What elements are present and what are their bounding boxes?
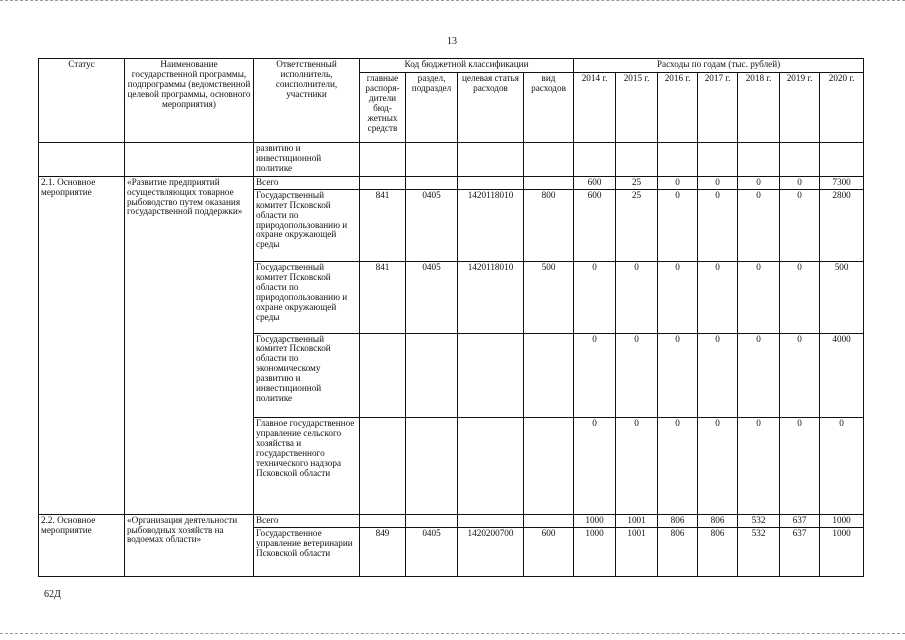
cell-value: 806 — [698, 514, 738, 527]
cell-name: «Развитие предприятий осуществляющих товарное рыбоводство путем оказания государственной поддержки» — [125, 176, 254, 514]
cell-value: 806 — [658, 514, 698, 527]
cell-grbs: 849 — [360, 527, 406, 576]
header-razdel: раздел, подраздел — [406, 73, 458, 143]
cell-value: 0 — [820, 418, 864, 515]
header-year: 2018 г. — [738, 73, 780, 143]
page-number: 13 — [447, 36, 457, 47]
cell-status: 2.2. Основное мероприятие — [39, 514, 125, 576]
header-vid: вид расходов — [524, 73, 574, 143]
cell-value — [780, 143, 820, 176]
header-status: Статус — [39, 59, 125, 143]
header-code-group: Код бюджетной классификации — [360, 59, 574, 73]
cell-razdel — [406, 418, 458, 515]
cell-value: 0 — [616, 418, 658, 515]
cell-value: 0 — [738, 262, 780, 333]
cell-value: 1000 — [574, 514, 616, 527]
cell-celevaya: 1420118010 — [458, 262, 524, 333]
cell-value: 0 — [658, 189, 698, 261]
budget-table — [38, 58, 864, 577]
cell-value: 600 — [574, 176, 616, 189]
scan-edge-bottom — [0, 633, 905, 637]
cell-responsible: Государственное управление ветеринарии Псковской области — [254, 527, 360, 576]
table-row — [39, 176, 864, 189]
cell-vid: 800 — [524, 189, 574, 261]
cell-value: 0 — [658, 333, 698, 417]
cell-value: 0 — [698, 176, 738, 189]
cell-vid — [524, 333, 574, 417]
table-row — [39, 143, 864, 176]
cell-value: 532 — [738, 527, 780, 576]
cell-value: 0 — [658, 262, 698, 333]
cell-vid — [524, 176, 574, 189]
cell-razdel — [406, 143, 458, 176]
cell-responsible: Государственный комитет Псковской области по экономическому развитию и инвестиционной политике — [254, 333, 360, 417]
cell-value: 1000 — [820, 527, 864, 576]
cell-value — [698, 143, 738, 176]
header-year: 2015 г. — [616, 73, 658, 143]
cell-celevaya — [458, 176, 524, 189]
cell-grbs — [360, 143, 406, 176]
cell-value: 806 — [658, 527, 698, 576]
cell-razdel: 0405 — [406, 527, 458, 576]
cell-value: 0 — [698, 262, 738, 333]
cell-celevaya — [458, 514, 524, 527]
cell-value: 0 — [616, 333, 658, 417]
cell-value: 0 — [738, 333, 780, 417]
cell-celevaya: 1420200700 — [458, 527, 524, 576]
cell-celevaya — [458, 143, 524, 176]
cell-value: 0 — [738, 418, 780, 515]
cell-value: 0 — [698, 333, 738, 417]
cell-value: 25 — [616, 189, 658, 261]
cell-value: 0 — [574, 333, 616, 417]
cell-value: 0 — [698, 418, 738, 515]
cell-grbs — [360, 333, 406, 417]
cell-value: 1000 — [820, 514, 864, 527]
cell-responsible: Государственный комитет Псковской области по природопользованию и охране окружающей среды — [254, 189, 360, 261]
table-row — [39, 514, 864, 527]
cell-grbs: 841 — [360, 189, 406, 261]
header-name: Наименование государственной программы, подпрограммы (ведомственной целевой программы, основного мероприятия) — [125, 59, 254, 143]
cell-name: «Организация деятельности рыбоводных хозяйств на водоемах области» — [125, 514, 254, 576]
cell-responsible: Всего — [254, 176, 360, 189]
cell-value — [658, 143, 698, 176]
cell-value: 0 — [780, 189, 820, 261]
cell-celevaya: 1420118010 — [458, 189, 524, 261]
cell-celevaya — [458, 418, 524, 515]
cell-responsible: Государственный комитет Псковской области по природопользованию и охране окружающей среды — [254, 262, 360, 333]
cell-value: 0 — [658, 176, 698, 189]
header-year: 2019 г. — [780, 73, 820, 143]
cell-value: 0 — [574, 418, 616, 515]
cell-name — [125, 143, 254, 176]
cell-vid — [524, 143, 574, 176]
cell-responsible: развитию и инвестиционной политике — [254, 143, 360, 176]
cell-value: 1001 — [616, 514, 658, 527]
cell-value: 0 — [780, 333, 820, 417]
cell-value: 0 — [780, 176, 820, 189]
cell-value: 806 — [698, 527, 738, 576]
cell-responsible: Всего — [254, 514, 360, 527]
cell-value — [820, 143, 864, 176]
cell-razdel — [406, 176, 458, 189]
cell-grbs — [360, 514, 406, 527]
cell-value: 2800 — [820, 189, 864, 261]
cell-value: 25 — [616, 176, 658, 189]
cell-razdel: 0405 — [406, 189, 458, 261]
cell-value: 4000 — [820, 333, 864, 417]
footer-code: 62Д — [44, 589, 61, 600]
cell-value — [616, 143, 658, 176]
cell-celevaya — [458, 333, 524, 417]
cell-value: 0 — [780, 418, 820, 515]
cell-value: 1001 — [616, 527, 658, 576]
header-celevaya: целевая статья расходов — [458, 73, 524, 143]
cell-vid: 600 — [524, 527, 574, 576]
cell-grbs — [360, 176, 406, 189]
scan-edge-top — [0, 0, 905, 4]
cell-value: 1000 — [574, 527, 616, 576]
cell-razdel: 0405 — [406, 262, 458, 333]
cell-value: 0 — [616, 262, 658, 333]
cell-value: 0 — [574, 262, 616, 333]
cell-grbs: 841 — [360, 262, 406, 333]
header-grbs: главные распоря-дители бюд-жетных средств — [360, 73, 406, 143]
cell-value — [738, 143, 780, 176]
cell-value: 500 — [820, 262, 864, 333]
cell-grbs — [360, 418, 406, 515]
cell-value: 600 — [574, 189, 616, 261]
header-year: 2017 г. — [698, 73, 738, 143]
cell-value: 637 — [780, 514, 820, 527]
cell-value: 0 — [780, 262, 820, 333]
cell-value — [574, 143, 616, 176]
cell-value: 0 — [738, 189, 780, 261]
cell-value: 532 — [738, 514, 780, 527]
cell-value: 637 — [780, 527, 820, 576]
header-responsible: Ответственный исполнитель, соисполнители, участники — [254, 59, 360, 143]
cell-vid — [524, 418, 574, 515]
cell-vid — [524, 514, 574, 527]
cell-razdel — [406, 333, 458, 417]
cell-status — [39, 143, 125, 176]
header-year: 2014 г. — [574, 73, 616, 143]
cell-value: 0 — [658, 418, 698, 515]
header-expenses-group: Расходы по годам (тыс. рублей) — [574, 59, 864, 73]
cell-status: 2.1. Основное мероприятие — [39, 176, 125, 514]
cell-value: 7300 — [820, 176, 864, 189]
cell-value: 0 — [738, 176, 780, 189]
cell-responsible: Главное государственное управление сельского хозяйства и государственного технического надзора Псковской области — [254, 418, 360, 515]
header-year: 2020 г. — [820, 73, 864, 143]
cell-vid: 500 — [524, 262, 574, 333]
header-year: 2016 г. — [658, 73, 698, 143]
cell-value: 0 — [698, 189, 738, 261]
header-row-1 — [39, 59, 864, 73]
cell-razdel — [406, 514, 458, 527]
